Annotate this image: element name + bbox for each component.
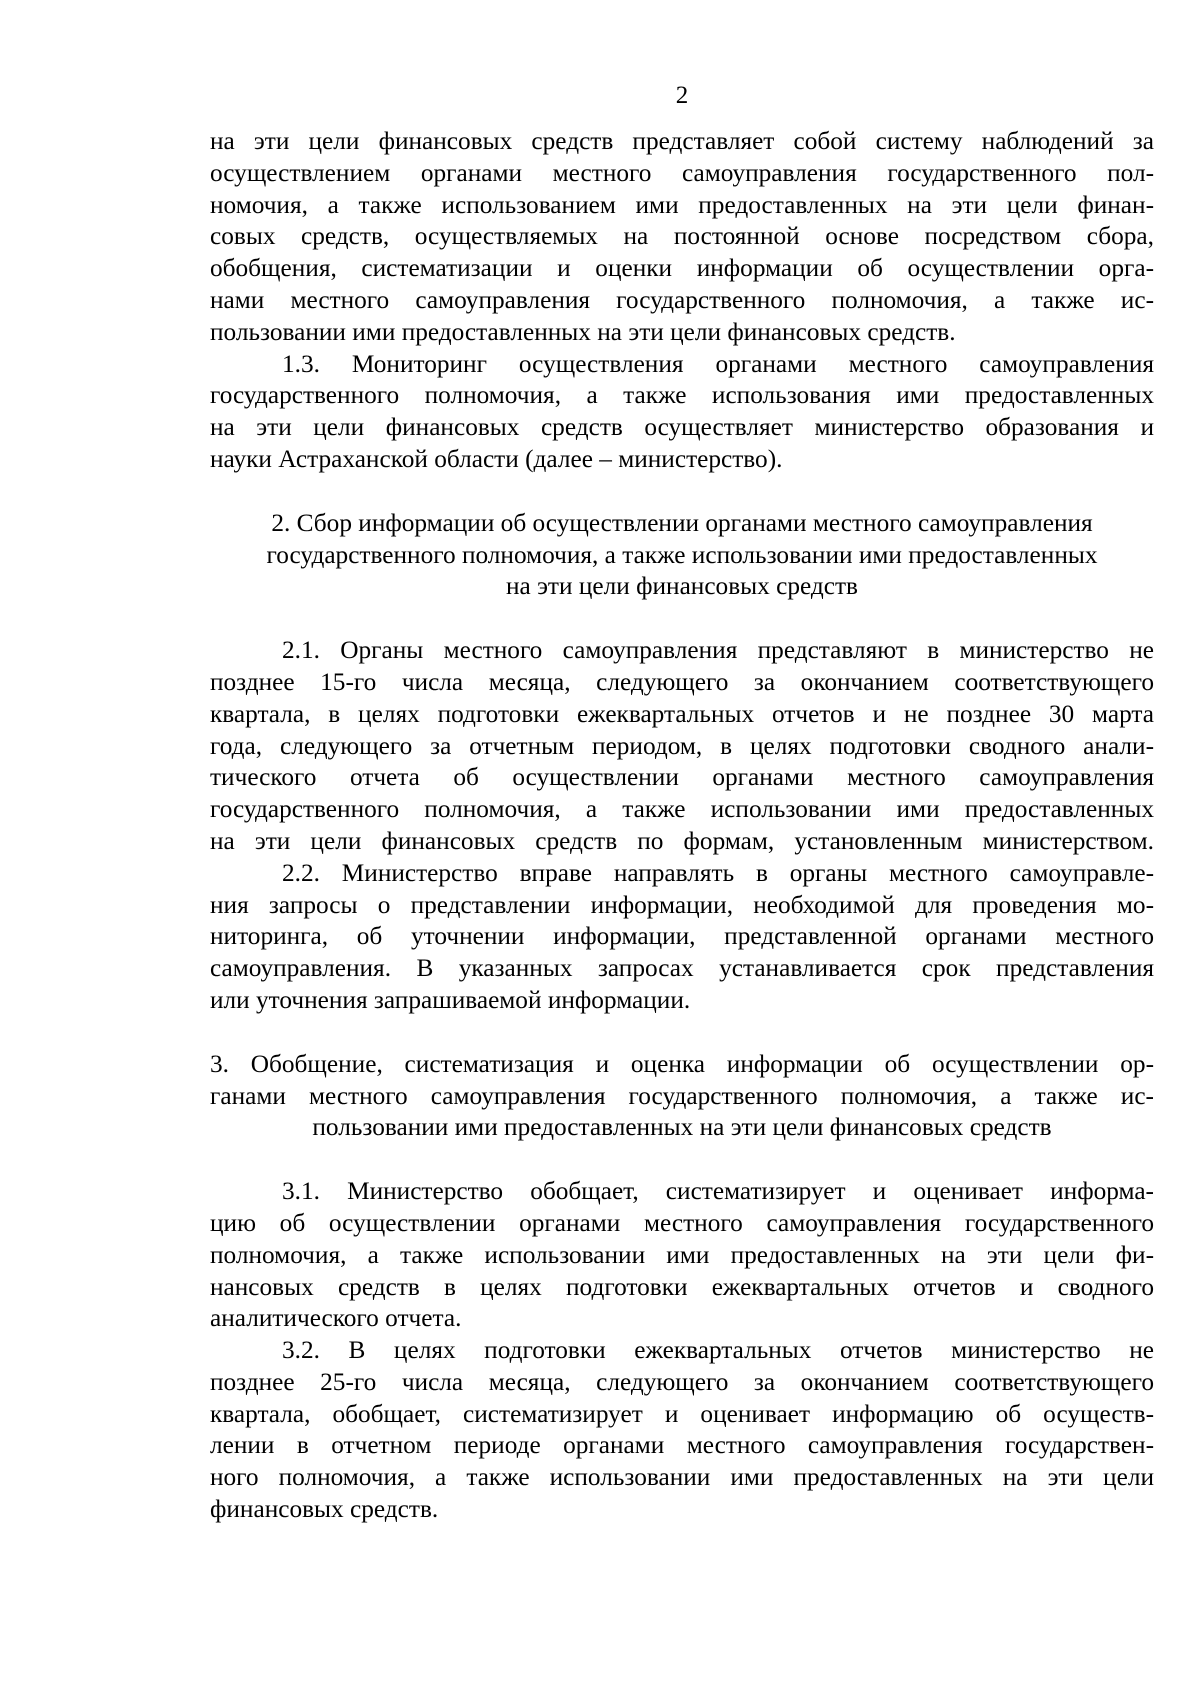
text-line: тического отчета об осуществлении органами местного самоуправления <box>210 763 1154 792</box>
text-line: или уточнения запрашиваемой информации. <box>210 985 691 1014</box>
paragraph-1-2-continuation <box>210 126 1154 349</box>
text-line: 3.2. В целях подготовки ежеквартальных отчетов министерство не <box>282 1336 1154 1365</box>
spacer <box>210 476 1154 508</box>
text-line: обобщения, систематизации и оценки информации об осуществлении орга- <box>210 254 1154 283</box>
text-line: 3.1. Министерство обобщает, систематизирует и оценивает информа- <box>282 1177 1154 1206</box>
heading-line: ганами местного самоуправления государственного полномочия, а также ис- <box>210 1081 1154 1110</box>
text-line: ниторинга, об уточнении информации, представленной органами местного <box>210 922 1154 951</box>
section-3-heading <box>210 1049 1154 1144</box>
text-line: полномочия, а также использовании ими предоставленных на эти цели фи- <box>210 1240 1154 1269</box>
text-line: года, следующего за отчетным периодом, в целях подготовки сводного анали- <box>210 731 1154 760</box>
heading-line: 3. Обобщение, систематизация и оценка информации об осуществлении ор- <box>210 1049 1154 1078</box>
text-line: аналитического отчета. <box>210 1304 462 1333</box>
text-line: на эти цели финансовых средств представляет собой систему наблюдений за <box>210 127 1154 155</box>
paragraph-2-1 <box>210 635 1154 858</box>
text-line: государственного полномочия, а также использовании ими предоставленных <box>210 795 1154 824</box>
heading-line: государственного полномочия, а также использовании ими предоставленных <box>266 540 1098 569</box>
paragraph-1-3 <box>210 349 1154 476</box>
text-line: государственного полномочия, а также использования ими предоставленных <box>210 381 1154 410</box>
text-line: на эти цели финансовых средств по формам, установленным министерством. <box>210 826 1154 855</box>
text-line: осуществлением органами местного самоуправления государственного пол- <box>210 158 1154 187</box>
text-line: номочия, а также использованием ими предоставленных на эти цели финан- <box>210 190 1154 219</box>
text-line: цию об осуществлении органами местного самоуправления государственного <box>210 1208 1154 1237</box>
document-body <box>210 126 1154 1526</box>
text-line: науки Астраханской области (далее – министерство). <box>210 444 783 473</box>
paragraph-3-1 <box>210 1176 1154 1335</box>
spacer <box>210 1144 1154 1176</box>
page-number: 2 <box>675 82 689 109</box>
text-line: нансовых средств в целях подготовки ежеквартальных отчетов и сводного <box>210 1272 1154 1301</box>
text-line: 1.3. Мониторинг осуществления органами местного самоуправления <box>282 349 1154 378</box>
text-line: 2.2. Министерство вправе направлять в органы местного самоуправле- <box>282 858 1154 887</box>
text-line: ного полномочия, а также использовании ими предоставленных на эти цели <box>210 1463 1154 1492</box>
text-line: самоуправления. В указанных запросах устанавливается срок представления <box>210 954 1154 983</box>
text-line: пользовании ими предоставленных на эти цели финансовых средств. <box>210 317 956 346</box>
text-line: квартала, обобщает, систематизирует и оценивает информацию об осуществ- <box>210 1399 1154 1428</box>
text-line: позднее 25-го числа месяца, следующего за окончанием соответствующего <box>210 1367 1154 1396</box>
paragraph-3-2 <box>210 1335 1154 1526</box>
text-line: квартала, в целях подготовки ежеквартальных отчетов и не позднее 30 марта <box>210 699 1154 728</box>
text-line: лении в отчетном периоде органами местного самоуправления государствен- <box>210 1431 1154 1460</box>
spacer <box>210 603 1154 635</box>
text-line: позднее 15-го числа месяца, следующего за окончанием соответствующего <box>210 667 1154 696</box>
heading-line: пользовании ими предоставленных на эти цели финансовых средств <box>312 1113 1052 1142</box>
spacer <box>210 1017 1154 1049</box>
paragraph-2-2 <box>210 858 1154 1017</box>
heading-line: на эти цели финансовых средств <box>505 572 858 601</box>
section-2-heading <box>210 508 1154 603</box>
text-line: нами местного самоуправления государственного полномочия, а также ис- <box>210 285 1154 314</box>
text-line: на эти цели финансовых средств осуществляет министерство образования и <box>210 413 1154 442</box>
text-line: совых средств, осуществляемых на постоянной основе посредством сбора, <box>210 222 1154 251</box>
text-line: ния запросы о представлении информации, необходимой для проведения мо- <box>210 890 1154 919</box>
text-line: финансовых средств. <box>210 1495 439 1524</box>
text-line: 2.1. Органы местного самоуправления представляют в министерство не <box>282 636 1154 665</box>
heading-line: 2. Сбор информации об осуществлении органами местного самоуправления <box>271 508 1093 537</box>
